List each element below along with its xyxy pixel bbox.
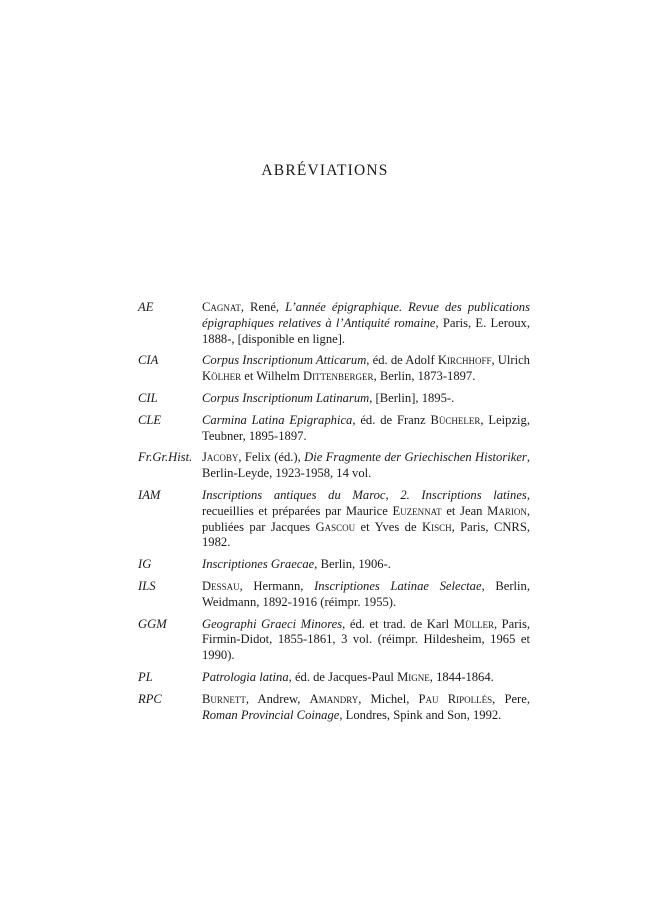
author-name: Cagnat <box>202 300 241 314</box>
abbreviation-key: IG <box>138 557 152 572</box>
definition-text: , René, <box>240 300 286 314</box>
definition-text: , Paris, E. Leroux, 1888-, [disponible en ligne]. <box>202 315 530 346</box>
definition-text: et Yves de <box>355 519 422 534</box>
definition-text: , Berlin, 1873-1897. <box>373 369 476 384</box>
author-name: Kölher <box>202 369 242 384</box>
definition-text: , Londres, Spink and Son, 1992. <box>339 707 502 722</box>
work-title: Die Fragmente der Griechischen Historiker <box>304 450 527 465</box>
author-name: Dittenberger <box>302 369 374 384</box>
author-name: Euzennat <box>392 503 442 518</box>
author-name: Kirchhoff <box>437 353 492 368</box>
work-title: L’année épigraphique. Revue des publications épigraphiques relatives à l’Antiquité romaine <box>202 300 530 330</box>
author-name: Marion <box>487 503 527 518</box>
definition-text: et Wilhelm <box>241 369 303 384</box>
abbreviation-key: ILS <box>138 578 156 593</box>
work-title: Carmina Latina Epigraphica <box>202 412 353 427</box>
abbreviation-definition <box>202 557 530 573</box>
definition-text: , [Berlin], 1895-. <box>369 390 455 405</box>
definition-text: , Felix (éd.), <box>238 450 305 465</box>
abbreviation-entry <box>138 413 530 445</box>
abbreviation-definition <box>202 617 530 664</box>
definition-text: , publiées par Jacques <box>202 503 530 534</box>
abbreviation-key: AE <box>138 300 154 314</box>
abbreviation-list <box>138 300 530 729</box>
abbreviation-entry <box>138 617 530 664</box>
abbreviation-definition <box>202 300 530 347</box>
abbreviation-entry <box>138 557 530 573</box>
definition-text: , éd. et trad. de Karl <box>342 616 454 631</box>
abbreviation-definition <box>202 450 530 482</box>
work-title: Geographi Graeci Minores <box>202 616 343 631</box>
definition-text: , Paris, CNRS, 1982. <box>202 519 530 550</box>
definition-text: , Leipzig, Teubner, 1895-1897. <box>202 412 530 443</box>
abbreviation-key: IAM <box>138 487 161 502</box>
author-name: Migne <box>397 669 430 684</box>
definition-text: , Ulrich <box>491 353 530 368</box>
abbreviation-definition <box>202 353 530 385</box>
definition-text: , éd. de Adolf <box>366 353 438 368</box>
abbreviation-key: PL <box>138 669 153 684</box>
abbreviation-key: CIL <box>138 390 158 405</box>
abbreviation-entry <box>138 488 530 551</box>
abbreviation-key: RPC <box>138 691 162 706</box>
abbreviation-entry <box>138 692 530 724</box>
abbreviation-definition <box>202 579 530 611</box>
work-title: Inscriptiones Graecae <box>202 557 315 572</box>
definition-text: , 1844-1864. <box>429 669 494 684</box>
definition-text: , Berlin-Leyde, 1923-1958, 14 vol. <box>202 450 530 481</box>
author-name: Amandry <box>309 691 359 706</box>
definition-text: , éd. de Franz <box>352 412 431 427</box>
author-name: Gascou <box>315 519 356 534</box>
abbreviation-entry <box>138 670 530 686</box>
abbreviation-entry <box>138 300 530 347</box>
abbreviation-key: CLE <box>138 412 162 427</box>
work-title: Corpus Inscriptionum Atticarum <box>202 353 367 368</box>
definition-text: , Berlin, Weidmann, 1892-1916 (réimpr. 1955). <box>202 578 530 609</box>
definition-text: et Jean <box>441 503 488 518</box>
definition-text: , Andrew, <box>245 691 310 706</box>
author-name: Müller <box>453 616 494 631</box>
abbreviation-key: Fr.Gr.Hist. <box>138 450 193 465</box>
author-name: Dessau <box>202 578 240 593</box>
definition-text: , recueillies et préparées par Maurice <box>202 487 530 518</box>
abbreviation-entry <box>138 391 530 407</box>
abbreviation-key: GGM <box>138 616 167 631</box>
work-title: Roman Provincial Coinage <box>202 707 340 722</box>
abbreviation-definition <box>202 413 530 445</box>
author-name: Kisch <box>421 519 452 534</box>
abbreviation-definition <box>202 391 530 407</box>
definition-text: , Michel, <box>358 691 419 706</box>
author-name: Burnett <box>202 691 246 706</box>
work-title: Corpus Inscriptionum Latinarum <box>202 390 370 405</box>
definition-text: , Hermann, <box>239 578 315 593</box>
abbreviation-entry <box>138 579 530 611</box>
author-name: Jacoby <box>202 450 239 465</box>
abbreviation-definition <box>202 692 530 724</box>
work-title: Inscriptions antiques du Maroc, 2. Inscriptions latines <box>202 487 527 502</box>
work-title: Inscriptiones Latinae Selectae <box>314 578 482 593</box>
author-name: Pau Ripollés <box>418 691 493 706</box>
abbreviation-definition <box>202 488 530 551</box>
page-title: ABRÉVIATIONS <box>261 162 389 179</box>
abbreviation-definition <box>202 670 530 686</box>
definition-text: , Berlin, 1906-. <box>314 557 391 572</box>
abbreviation-entry <box>138 353 530 385</box>
definition-text: , éd. de Jacques-Paul <box>288 669 398 684</box>
author-name: Bücheler <box>430 412 481 427</box>
abbreviation-key: CIA <box>138 353 159 368</box>
abbreviation-entry <box>138 450 530 482</box>
work-title: Patrologia latina <box>202 669 289 684</box>
definition-text: , Pere, <box>492 691 530 706</box>
definition-text: , Paris, Firmin-Didot, 1855-1861, 3 vol. (réimpr. Hildesheim, 1965 et 1990). <box>202 616 530 663</box>
